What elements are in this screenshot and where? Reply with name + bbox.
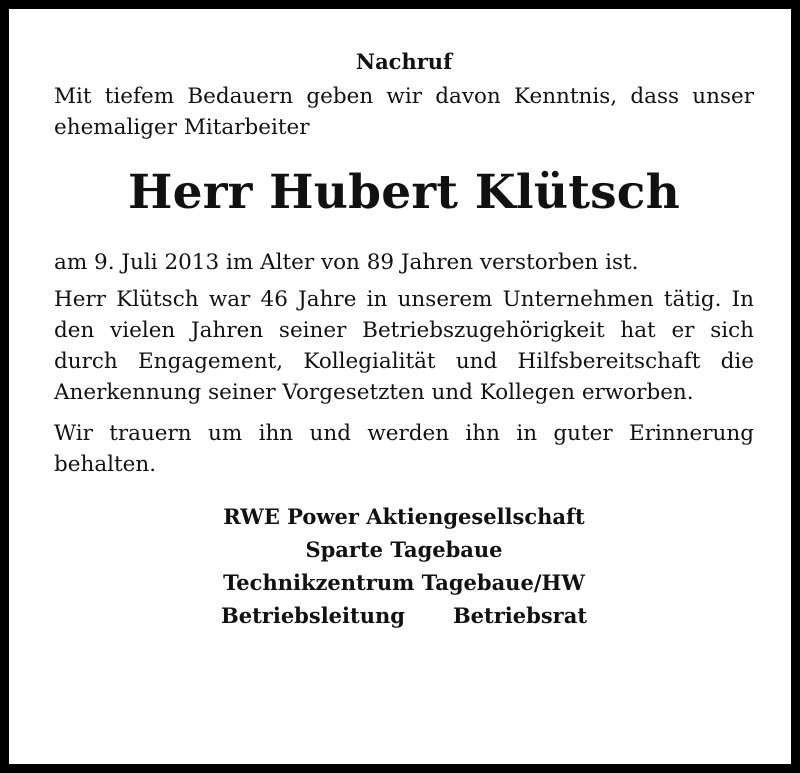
closing-text: Wir trauern um ihn und werden ihn in guter Erinnerung behalten. — [54, 421, 754, 477]
signature-signatories — [54, 599, 754, 632]
obituary-heading: Nachruf — [355, 49, 453, 74]
death-text: am 9. Juli 2013 im Alter von 89 Jahren verstorben ist. — [54, 250, 639, 275]
intro-text: Mit tiefem Bedauern geben wir davon Kenntnis, dass unser ehemaliger Mitarbeiter — [54, 84, 754, 140]
signature-division: Sparte Tagebaue — [305, 537, 503, 562]
signature-council: Betriebsrat — [452, 603, 588, 628]
deceased-name: Herr Hubert Klütsch — [127, 165, 680, 220]
signature-block — [54, 500, 754, 632]
signature-company: RWE Power Aktiengesellschaft — [223, 504, 585, 529]
signature-management: Betriebsleitung — [220, 603, 405, 628]
signature-center: Technikzentrum Tagebaue/HW — [223, 570, 585, 595]
career-text: Herr Klütsch war 46 Jahre in unserem Unternehmen tätig. In den vielen Jahren seiner Betriebszugehörigkeit hat er sich durch Engagement, Kollegialität und Hilfsbereitschaft die Anerkennung seiner Vorgesetzten und Kollegen erworben. — [54, 287, 754, 405]
obituary-content — [54, 47, 754, 632]
